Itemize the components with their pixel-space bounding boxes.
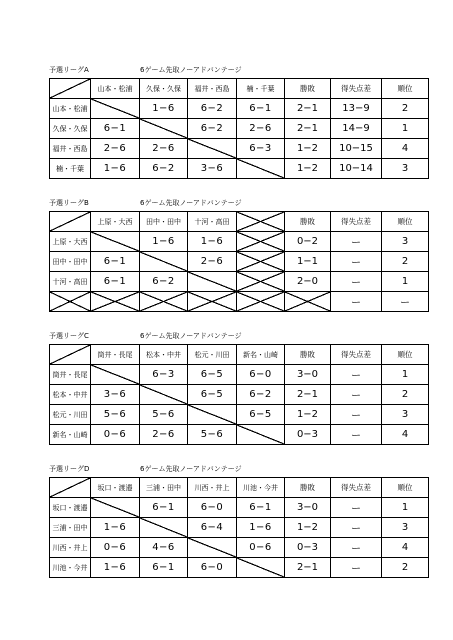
diff-cell: ー [331,498,382,518]
score-cell: 6−1 [140,498,188,518]
table-row [50,558,429,578]
score-cell: 6−4 [188,518,237,538]
team-header: 楠・千葉 [237,79,285,99]
table-row [50,498,429,518]
diff-cell: 14−9 [331,119,382,139]
rank-cell: 2 [382,252,429,272]
table-row [50,139,429,159]
table-row [50,385,429,405]
score-cell: 2−6 [237,119,285,139]
unused-cell [237,232,285,252]
league-rule: 6ゲーム先取ノーアドバンテージ [140,465,242,473]
score-cell: 1−6 [91,159,140,179]
corner-cell [50,212,91,232]
league-rule: 6ゲーム先取ノーアドバンテージ [140,332,242,340]
score-cell: 1−6 [140,232,188,252]
score-cell: 6−1 [91,272,140,292]
team-header: 川池・今井 [237,478,285,498]
score-cell: 6−2 [188,119,237,139]
score-cell: 6−1 [91,119,140,139]
diff-header: 得失点差 [331,79,382,99]
score-cell: 6−5 [188,365,237,385]
league-table [49,344,429,445]
table-row [50,405,429,425]
record-cell: 1−2 [285,518,331,538]
league-title-row [0,330,453,342]
score-cell: 6−0 [237,365,285,385]
score-cell: 2−6 [91,139,140,159]
row-team-name: 坂口・渡邉 [50,498,91,518]
team-header: 山本・松浦 [91,79,140,99]
diff-cell: ー [331,232,382,252]
unused-cell [237,272,285,292]
league-rule: 6ゲーム先取ノーアドバンテージ [140,66,242,74]
row-team-name: 川西・井上 [50,538,91,558]
rank-cell: 3 [382,518,429,538]
rank-header: 順位 [382,478,429,498]
score-cell: 0−6 [91,425,140,445]
row-team-name: 福井・西島 [50,139,91,159]
self-match-cell [237,558,285,578]
score-cell: 2−6 [188,252,237,272]
league-name: 予選リーグC [49,332,89,340]
score-cell: 5−6 [140,405,188,425]
rank-cell: 1 [382,498,429,518]
score-cell: 6−0 [188,498,237,518]
score-cell: 1−6 [91,558,140,578]
row-team-name: 山本・松浦 [50,99,91,119]
score-cell: 5−6 [91,405,140,425]
table-row [50,99,429,119]
rank-header: 順位 [382,212,429,232]
self-match-cell [91,498,140,518]
score-cell: 6−5 [188,385,237,405]
league-table [49,78,429,179]
score-cell: 1−6 [188,232,237,252]
unused-cell [188,292,237,312]
diff-header: 得失点差 [331,345,382,365]
record-header: 勝敗 [285,212,331,232]
row-team-name: 田中・田中 [50,252,91,272]
rank-cell: 1 [382,119,429,139]
diff-header: 得失点差 [331,212,382,232]
score-cell: 6−5 [237,405,285,425]
table-row [50,292,429,312]
score-cell: 4−6 [140,538,188,558]
score-cell: 6−3 [237,139,285,159]
rank-cell: 4 [382,425,429,445]
score-cell: 1−6 [237,518,285,538]
table-row [50,272,429,292]
score-cell: 1−6 [91,518,140,538]
score-cell: 6−0 [188,558,237,578]
rank-cell: 2 [382,385,429,405]
header-row [50,79,429,99]
team-header: 田中・田中 [140,212,188,232]
score-cell: 3−6 [91,385,140,405]
rank-cell: 4 [382,538,429,558]
rank-cell: 2 [382,558,429,578]
diff-header: 得失点差 [331,478,382,498]
row-team-name: 三浦・田中 [50,518,91,538]
unused-cell [237,212,285,232]
score-cell: 6−2 [140,272,188,292]
table-row [50,425,429,445]
team-header: 福井・西島 [188,79,237,99]
record-cell: 2−1 [285,119,331,139]
self-match-cell [188,538,237,558]
diff-cell: 10−14 [331,159,382,179]
team-header: 三浦・田中 [140,478,188,498]
self-match-cell [91,232,140,252]
record-cell: 1−2 [285,139,331,159]
table-row [50,232,429,252]
score-cell: 5−6 [188,425,237,445]
rank-cell: 1 [382,365,429,385]
diff-cell: ー [331,518,382,538]
score-cell: 6−2 [140,159,188,179]
rank-cell: 3 [382,232,429,252]
score-cell: 6−2 [237,385,285,405]
record-cell: 1−1 [285,252,331,272]
row-team-name: 久保・久保 [50,119,91,139]
self-match-cell [237,159,285,179]
corner-cell [50,79,91,99]
league-rule: 6ゲーム先取ノーアドバンテージ [140,199,242,207]
score-cell: 6−3 [140,365,188,385]
rank-header: 順位 [382,79,429,99]
rank-cell: 3 [382,405,429,425]
record-header: 勝敗 [285,345,331,365]
league-table [49,477,429,578]
diff-cell: ー [331,365,382,385]
self-match-cell [140,119,188,139]
team-header: 松元・川田 [188,345,237,365]
table-row [50,159,429,179]
record-cell: 3−0 [285,365,331,385]
rank-cell: 3 [382,159,429,179]
league-name: 予選リーグD [49,465,90,473]
self-match-cell [140,518,188,538]
table-row [50,518,429,538]
record-cell: 0−2 [285,232,331,252]
league-table [49,211,429,312]
self-match-cell [91,99,140,119]
unused-cell [285,292,331,312]
table-row [50,538,429,558]
team-header: 川西・井上 [188,478,237,498]
self-match-cell [188,272,237,292]
diff-cell: ー [331,538,382,558]
row-team-name: 十河・高田 [50,272,91,292]
diff-cell: ー [331,385,382,405]
record-cell: 2−1 [285,385,331,405]
self-match-cell [140,385,188,405]
record-cell: 1−2 [285,159,331,179]
score-cell: 6−1 [237,498,285,518]
header-row [50,345,429,365]
diff-cell: 13−9 [331,99,382,119]
record-cell: 3−0 [285,498,331,518]
diff-cell: ー [331,425,382,445]
record-cell: 2−1 [285,99,331,119]
diff-cell: ー [331,272,382,292]
score-cell: 3−6 [188,159,237,179]
diff-cell: ー [331,252,382,272]
score-cell: 6−1 [237,99,285,119]
unused-cell [237,252,285,272]
unused-cell [140,292,188,312]
table-row [50,252,429,272]
corner-cell [50,478,91,498]
league-name: 予選リーグA [49,66,89,74]
league-title-row [0,64,453,76]
table-row [50,365,429,385]
record-cell: 0−3 [285,538,331,558]
record-cell: 2−0 [285,272,331,292]
score-cell: 2−6 [140,425,188,445]
self-match-cell [91,365,140,385]
self-match-cell [140,252,188,272]
team-header: 松本・中井 [140,345,188,365]
rank-cell: ー [382,292,429,312]
diff-cell: ー [331,405,382,425]
row-team-name: 川池・今井 [50,558,91,578]
score-cell: 0−6 [91,538,140,558]
record-cell: 1−2 [285,405,331,425]
row-team-name: 松元・川田 [50,405,91,425]
self-match-cell [188,139,237,159]
diff-cell: ー [331,292,382,312]
rank-header: 順位 [382,345,429,365]
row-team-name: 松本・中井 [50,385,91,405]
team-header: 坂口・渡邉 [91,478,140,498]
unused-cell [237,292,285,312]
record-cell: 2−1 [285,558,331,578]
team-header: 久保・久保 [140,79,188,99]
header-row [50,478,429,498]
team-header: 筒井・長尾 [91,345,140,365]
header-row [50,212,429,232]
record-cell: 0−3 [285,425,331,445]
row-team-name: 楠・千葉 [50,159,91,179]
diff-cell: ー [331,558,382,578]
rank-cell: 1 [382,272,429,292]
corner-cell [50,345,91,365]
score-cell: 0−6 [237,538,285,558]
league-title-row [0,197,453,209]
unused-cell [91,292,140,312]
team-header: 十河・高田 [188,212,237,232]
score-cell: 2−6 [140,139,188,159]
table-row [50,119,429,139]
rank-cell: 2 [382,99,429,119]
team-header: 上原・大西 [91,212,140,232]
diff-cell: 10−15 [331,139,382,159]
team-header: 新名・山崎 [237,345,285,365]
score-cell: 6−1 [140,558,188,578]
league-name: 予選リーグB [49,199,89,207]
record-header: 勝敗 [285,478,331,498]
rank-cell: 4 [382,139,429,159]
row-team-name: 筒井・長尾 [50,365,91,385]
unused-cell [50,292,91,312]
score-cell: 6−1 [91,252,140,272]
score-cell: 1−6 [140,99,188,119]
row-team-name: 新名・山崎 [50,425,91,445]
score-cell: 6−2 [188,99,237,119]
row-team-name: 上原・大西 [50,232,91,252]
self-match-cell [237,425,285,445]
self-match-cell [188,405,237,425]
league-title-row [0,463,453,475]
record-header: 勝敗 [285,79,331,99]
